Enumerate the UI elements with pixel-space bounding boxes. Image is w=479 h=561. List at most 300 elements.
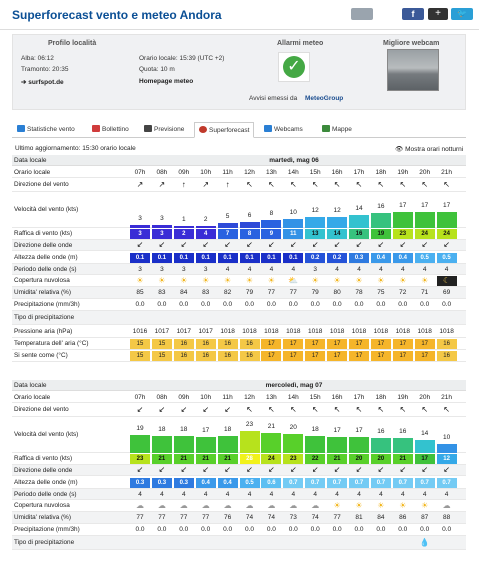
cloud-cover-icon: ☀ [136, 276, 144, 285]
cloud-cover-icon: ☁ [201, 501, 210, 510]
cell-value: 85 [136, 289, 144, 296]
altitude-text: Quota: 10 m [139, 66, 175, 73]
row-feels [12, 350, 466, 362]
wave-height-value: 0.3 [152, 478, 172, 488]
row-wind_dir [12, 178, 466, 192]
cloud-cover-icon: ☀ [421, 276, 429, 285]
cell-value: 0.0 [398, 526, 408, 533]
cloud-cover-icon: ☀ [333, 501, 341, 510]
cell-value: 0.0 [135, 526, 145, 533]
cell-value: 4 [379, 490, 383, 498]
cell-value: 0.0 [244, 301, 255, 308]
tab-bulletin[interactable]: Bollettino [92, 122, 129, 138]
row-label: Raffica di vento (kts) [14, 230, 73, 237]
wave-height-value: 0.5 [240, 478, 260, 488]
wave-height-value: 0.3 [174, 478, 194, 488]
wind-direction-arrow: ↙ [224, 405, 231, 414]
wind-speed-value: 3 [138, 215, 142, 223]
row-label: Precipitazione (mm/3h) [14, 301, 80, 308]
cell-value: 11h [222, 393, 233, 401]
wave-height-value: 0.4 [218, 478, 238, 488]
cell-value: 0.0 [288, 526, 298, 533]
wave-height-value: 0.4 [196, 478, 216, 488]
temperature-value: 17 [371, 339, 391, 349]
feels-like-value: 17 [283, 351, 303, 361]
cell-value: 4 [444, 490, 449, 498]
forecast-icon [144, 125, 152, 132]
wind-speed-value: 18 [158, 425, 166, 433]
cell-value: 76 [223, 514, 232, 521]
gust-value: 21 [196, 454, 216, 464]
last-update-text: Ultimo aggiornamento: 15:30 orario locale [15, 145, 136, 152]
wave-direction-arrow: ↙ [421, 465, 429, 474]
row-label: Precipitazione (mm/3h) [14, 526, 80, 533]
webcam-title: Migliore webcam [383, 40, 440, 47]
date-label: Data locale [14, 382, 47, 389]
cell-value: 0.0 [442, 301, 452, 308]
webcam-icon [264, 125, 272, 132]
wave-height-value: 0.7 [437, 478, 457, 488]
row-hour [12, 167, 466, 178]
cell-value: 0.0 [157, 526, 167, 533]
row-label: Altezza delle onde (m) [14, 478, 78, 486]
row-label: Altezza delle onde (m) [14, 253, 78, 261]
wave-direction-arrow: ↙ [355, 465, 363, 474]
cell-value: 75 [377, 289, 385, 296]
page-title: Superforecast vento e meteo Andora [12, 8, 222, 22]
wind-speed-value: 20 [289, 424, 297, 431]
cell-value: 1016 [132, 327, 148, 335]
wind-speed-bar [371, 213, 391, 228]
gust-value: 13 [305, 229, 325, 239]
cloud-cover-icon: ☀ [202, 276, 210, 285]
cloud-cover-icon: ☁ [179, 501, 188, 510]
row-wave_dir [12, 465, 466, 476]
cell-value: 4 [357, 490, 361, 498]
wind-direction-arrow: ↖ [399, 180, 407, 189]
cell-value: 4 [269, 265, 274, 273]
wind-speed-value: 8 [269, 210, 274, 218]
map-icon [322, 125, 330, 132]
cell-value: 16h [331, 393, 343, 401]
temperature-value: 16 [437, 339, 457, 349]
wave-height-value: 0.1 [261, 253, 281, 263]
local-time-text: Orario locale: 15:39 (UTC +2) [139, 55, 225, 62]
cell-value: 4 [335, 265, 339, 273]
wind-speed-bar [240, 431, 260, 453]
day-date: martedì, mag 06 [269, 157, 319, 164]
tab-maps[interactable]: Mappe [322, 122, 352, 138]
temperature-value: 17 [261, 339, 281, 349]
wind-speed-bar [305, 217, 325, 228]
gust-value: 21 [152, 454, 172, 464]
row-cloud [12, 275, 466, 287]
cell-value: 0.0 [157, 301, 167, 308]
cloud-cover-icon: ☀ [421, 501, 429, 510]
cell-value: 10h [200, 168, 212, 176]
wave-direction-arrow: ↙ [399, 465, 407, 474]
facebook-icon[interactable]: f [402, 8, 424, 20]
wind-direction-arrow: ↙ [158, 405, 166, 414]
wind-speed-value: 14 [421, 429, 429, 437]
wave-height-value: 0.7 [371, 478, 391, 488]
cell-value: 74 [245, 514, 254, 521]
cell-value: 0.0 [442, 526, 452, 533]
cell-value: 1018 [286, 327, 301, 335]
cell-value: 1018 [351, 327, 367, 335]
cloud-cover-icon: ☁ [289, 501, 298, 510]
cell-value: 18h [375, 168, 387, 176]
row-label: Tipo di precipitazione [14, 539, 75, 546]
cell-value: 4 [138, 490, 142, 498]
twitter-icon[interactable]: 🐦 [451, 8, 473, 20]
cell-value: 77 [180, 514, 188, 521]
tab-forecast[interactable]: Previsione [144, 122, 184, 138]
wind-speed-bar [218, 436, 238, 453]
temperature-value: 17 [327, 339, 347, 349]
cell-value: 19h [397, 168, 409, 176]
feels-like-value: 16 [240, 351, 260, 361]
tab-superforecast[interactable]: Superforecast [194, 122, 254, 138]
cell-value: 3 [160, 265, 164, 273]
gust-value: 24 [261, 454, 281, 464]
wind-direction-arrow: ↗ [136, 180, 144, 189]
meteogroup-logo[interactable]: MeteoGroup [305, 95, 344, 102]
cell-value: 4 [400, 490, 405, 498]
wind-direction-arrow: ↖ [399, 405, 407, 414]
wind-speed-value: 17 [442, 201, 451, 209]
wind-speed-bar [437, 212, 457, 228]
wave-height-value: 0.7 [283, 478, 303, 488]
wind-direction-arrow: ↖ [311, 180, 319, 189]
wind-speed-bar [327, 217, 347, 228]
temperature-value: 17 [305, 339, 325, 349]
row-label: Direzione delle onde [14, 241, 73, 249]
cell-value: 77 [333, 514, 341, 521]
wind-direction-arrow: ↗ [158, 180, 166, 189]
cell-value: 0.0 [135, 301, 145, 308]
wave-direction-arrow: ↙ [180, 240, 188, 249]
cell-value: 0.0 [244, 526, 255, 533]
cell-value: 0.0 [310, 526, 320, 533]
wave-direction-arrow: ↙ [268, 240, 275, 249]
feels-like-value: 16 [174, 351, 194, 361]
show-night-toggle[interactable]: 👁 Mostra orari notturni [395, 146, 464, 153]
wind-speed-bar [349, 215, 369, 228]
cell-value: 4 [225, 265, 230, 273]
cell-value: 4 [400, 265, 405, 273]
cell-value: 1017 [154, 327, 170, 335]
row-pressure [12, 325, 466, 338]
tab-webcams[interactable]: Webcams [264, 122, 303, 138]
wind-speed-value: 18 [223, 425, 232, 433]
cell-value: 07h [134, 393, 146, 401]
cell-value: 83 [158, 289, 166, 296]
wave-height-value: 0.3 [349, 253, 369, 263]
gust-value: 23 [283, 454, 303, 464]
feels-like-value: 17 [393, 351, 413, 361]
cloud-cover-icon: ☁ [136, 501, 144, 510]
cell-value: 1017 [176, 327, 192, 335]
wave-height-value: 0.7 [305, 478, 325, 488]
cloud-cover-icon: ☀ [399, 276, 407, 285]
wave-height-value: 0.7 [349, 478, 369, 488]
gust-value: 23 [130, 454, 150, 464]
cell-value: 77 [202, 514, 210, 521]
row-wave_h [12, 476, 466, 489]
row-wind_speed [12, 192, 466, 228]
cell-value: 13h [265, 393, 277, 401]
cell-value: 3 [203, 265, 208, 273]
cloud-cover-icon: ☁ [157, 501, 166, 510]
wind-direction-arrow: ↙ [180, 405, 188, 414]
weather-homepage-link[interactable]: Homepage meteo [139, 78, 194, 85]
feels-like-value: 15 [130, 351, 150, 361]
cell-value: 0.0 [398, 301, 408, 308]
wind-speed-value: 21 [267, 423, 275, 431]
cell-value: 21h [441, 168, 453, 176]
cell-value: 0.0 [354, 301, 364, 308]
temperature-value: 17 [349, 339, 369, 349]
row-label: Copertura nuvolosa [14, 502, 70, 509]
feels-like-value: 17 [305, 351, 325, 361]
wind-speed-bar [393, 212, 413, 228]
cell-value: 16h [331, 168, 343, 176]
cell-value: 77 [289, 289, 297, 296]
wave-height-value: 0.2 [327, 253, 347, 263]
wind-speed-bar [349, 437, 369, 453]
rss-icon[interactable] [351, 8, 373, 20]
profile-title: Profilo località [48, 40, 97, 47]
row-label: Periodo delle onde (s) [14, 265, 77, 273]
cell-value: 83 [202, 289, 210, 296]
bar-chart-icon [17, 125, 25, 132]
row-wave_h [12, 251, 466, 264]
cell-value: 1017 [198, 327, 213, 335]
cloud-cover-icon: ☀ [377, 501, 385, 510]
cell-value: 1018 [329, 327, 345, 335]
wave-direction-arrow: ↙ [202, 465, 210, 474]
wind-speed-value: 18 [180, 425, 188, 433]
cell-value: 4 [335, 490, 339, 498]
feels-like-value: 16 [196, 351, 216, 361]
cell-value: 77 [158, 514, 166, 521]
wind-direction-arrow: ↖ [246, 180, 253, 189]
issued-by-text: Avvisi emessi da [249, 95, 298, 102]
cell-value: 10h [200, 393, 212, 401]
wind-direction-arrow: ↖ [333, 180, 341, 189]
wave-height-value: 0.5 [437, 253, 457, 263]
cell-value: 0.0 [179, 526, 189, 533]
gust-value: 21 [174, 454, 194, 464]
wind-speed-bar [130, 435, 150, 453]
cell-value: 73 [289, 514, 297, 521]
alarms-title: Allarmi meteo [277, 40, 324, 47]
site-link[interactable]: ➔ surfspot.de [21, 79, 64, 86]
gust-value: 8 [240, 229, 260, 239]
google-plus-icon[interactable]: + [428, 8, 448, 20]
cell-value: 09h [178, 168, 190, 176]
wave-direction-arrow: ↙ [158, 240, 166, 249]
forecast-table-day-1 [12, 155, 466, 373]
wind-speed-bar [283, 219, 303, 229]
wind-direction-arrow: ↙ [202, 405, 210, 414]
row-cloud [12, 500, 466, 512]
cell-value: 79 [311, 289, 319, 296]
wind-speed-value: 5 [225, 213, 230, 221]
wind-direction-arrow: ↖ [289, 180, 297, 189]
wave-direction-arrow: ↙ [333, 465, 341, 474]
cell-value: 77 [136, 514, 144, 521]
wind-direction-arrow: ↗ [202, 180, 210, 189]
cell-value: 84 [180, 289, 188, 296]
feels-like-value: 17 [261, 351, 281, 361]
wind-speed-bar [327, 437, 347, 453]
feels-like-value: 16 [437, 351, 457, 361]
cloud-cover-icon: ☀ [355, 501, 363, 510]
wave-direction-arrow: ↙ [333, 240, 341, 249]
wave-direction-arrow: ↙ [268, 465, 275, 474]
wave-direction-arrow: ↙ [289, 465, 297, 474]
wind-speed-value: 17 [333, 426, 341, 434]
temperature-value: 15 [152, 339, 172, 349]
temperature-value: 16 [218, 339, 238, 349]
wave-direction-arrow: ↙ [311, 465, 319, 474]
wind-direction-arrow: ↖ [421, 405, 429, 414]
cloud-cover-icon: ☀ [333, 276, 341, 285]
cell-value: 0.0 [223, 301, 233, 308]
wave-direction-arrow: ↙ [399, 240, 407, 249]
cell-value: 09h [178, 393, 190, 401]
temperature-value: 16 [240, 339, 260, 349]
row-label: Velocità del vento (kts) [14, 431, 79, 438]
webcam-thumbnail[interactable] [387, 49, 439, 91]
cell-value: 3 [181, 265, 186, 273]
row-label: Orario locale [14, 168, 51, 176]
cell-value: 87 [421, 514, 429, 521]
cloud-cover-icon: ☀ [224, 276, 232, 285]
wave-height-value: 0.7 [393, 478, 413, 488]
cell-value: 0.0 [179, 301, 189, 308]
row-label: Si sente come (°C) [14, 352, 68, 359]
cell-value: 3 [138, 265, 142, 273]
cell-value: 4 [291, 490, 296, 498]
cell-value: 07h [134, 168, 146, 176]
cloud-cover-icon: ☀ [399, 501, 407, 510]
cell-value: 0.0 [420, 301, 430, 308]
gust-value: 19 [371, 229, 391, 239]
temperature-value: 17 [415, 339, 435, 349]
wind-speed-value: 10 [442, 433, 451, 441]
gust-value: 28 [240, 454, 260, 464]
wind-direction-arrow: ↖ [377, 405, 385, 414]
wave-height-value: 0.4 [393, 253, 413, 263]
wave-direction-arrow: ↙ [158, 465, 166, 474]
wave-height-value: 0.7 [415, 478, 435, 488]
wind-speed-value: 1 [181, 216, 186, 223]
cell-value: 17h [353, 393, 365, 401]
weather-alarm-status[interactable] [278, 52, 310, 82]
row-label: Raffica di vento (kts) [14, 455, 73, 462]
cell-value: 17h [353, 168, 365, 176]
cell-value: 3 [313, 265, 317, 273]
cloud-cover-icon: ☁ [223, 501, 232, 510]
wave-height-value: 0.3 [130, 478, 150, 488]
temperature-value: 17 [393, 339, 413, 349]
cell-value: 0.0 [266, 526, 276, 533]
feels-like-value: 17 [349, 351, 369, 361]
wind-speed-value: 17 [399, 201, 407, 209]
row-wind_speed [12, 417, 466, 453]
cloud-cover-icon: ☀ [267, 276, 275, 285]
wind-speed-bar [283, 434, 303, 453]
cell-value: 84 [377, 514, 385, 521]
gust-value: 24 [437, 229, 457, 239]
gust-value: 24 [415, 229, 435, 239]
date-header [12, 155, 466, 166]
wind-direction-arrow: ↖ [443, 405, 450, 414]
gust-value: 11 [283, 229, 303, 239]
superforecast-icon [199, 126, 207, 133]
cell-value: 08h [156, 168, 168, 176]
cell-value: 0.0 [332, 301, 342, 308]
wave-direction-arrow: ↙ [355, 240, 363, 249]
wind-direction-arrow: ↖ [355, 180, 363, 189]
row-gust [12, 228, 466, 240]
row-label: Tipo di precipitazione [14, 314, 75, 321]
cell-value: 4 [269, 490, 274, 498]
wave-height-value: 0.1 [218, 253, 238, 263]
gust-value: 21 [393, 454, 413, 464]
cell-value: 77 [267, 289, 275, 296]
page-header [0, 0, 479, 30]
row-label: Periodo delle onde (s) [14, 490, 77, 498]
wind-speed-value: 23 [245, 421, 254, 429]
tab-statistics[interactable]: Statistiche vento [17, 122, 75, 138]
wind-speed-value: 16 [377, 427, 385, 435]
wave-height-value: 0.2 [305, 253, 325, 263]
wave-direction-arrow: ↙ [180, 465, 188, 474]
wave-height-value: 0.1 [130, 253, 150, 263]
row-wave_dir [12, 240, 466, 251]
temperature-value: 16 [174, 339, 194, 349]
cell-value: 88 [442, 514, 451, 521]
cell-value: 74 [311, 514, 319, 521]
wind-speed-bar [437, 444, 457, 454]
wind-direction-arrow: ↖ [333, 405, 341, 414]
cloud-cover-icon: ☀ [311, 276, 319, 285]
cloud-cover-icon: ☾ [437, 276, 457, 286]
row-humidity [12, 287, 466, 299]
line-chart-icon [92, 125, 100, 132]
cell-value: 1018 [417, 327, 432, 335]
cloud-cover-icon: ☀ [180, 276, 188, 285]
wind-speed-value: 3 [160, 215, 164, 223]
cell-value: 1018 [395, 327, 411, 335]
gust-value: 21 [218, 454, 238, 464]
wind-speed-value: 17 [355, 426, 363, 434]
wave-height-value: 0.1 [240, 253, 260, 263]
wind-direction-arrow: ↖ [443, 180, 450, 189]
cell-value: 21h [441, 393, 453, 401]
cell-value: 0.0 [376, 526, 386, 533]
row-hour [12, 392, 466, 403]
feels-like-value: 17 [415, 351, 435, 361]
wind-speed-bar [196, 437, 216, 453]
cell-value: 74 [267, 514, 275, 521]
cell-value: 0.0 [420, 526, 430, 533]
checkmark-icon: ✓ [283, 56, 305, 78]
